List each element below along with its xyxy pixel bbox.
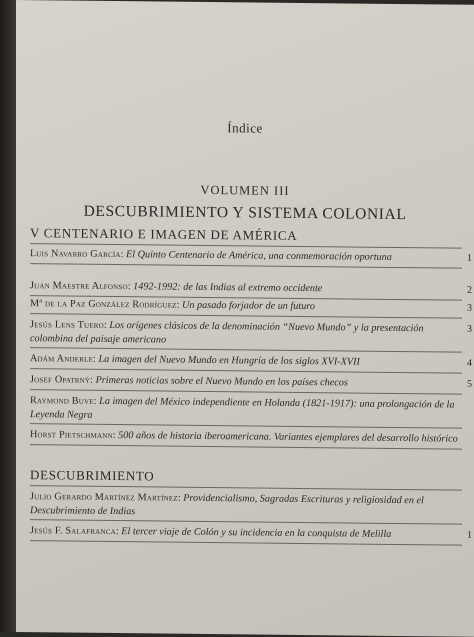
entry-author: Mª de la Paz González Rodríguez: [30, 298, 177, 311]
entry-author: Jesús Lens Tuero: [30, 319, 104, 331]
entry-author: Julio Gerardo Martínez Martínez: [30, 491, 178, 504]
entry-title: Providencialismo, Sagradas Escrituras y religiosidad en el Descubrimiento de Indias: [30, 492, 424, 517]
entry-page: 1: [467, 252, 472, 264]
book-page: [16, 0, 474, 637]
entry-title: El Quinto Centenario de América, una conmemoración oportuna: [126, 249, 392, 263]
entry-author: Horst Pietschmann: [30, 429, 113, 442]
toc-entry: Julio Gerardo Martínez Martínez: Providencialismo, Sagradas Escrituras y religiosidad en el Descubrimiento de Indias: [30, 490, 462, 525]
volume-label: VOLUMEN III: [200, 182, 290, 198]
toc-entry: Josef Opatrný: Primeras noticias sobre el Nuevo Mundo en los países checos 5: [30, 373, 462, 394]
entry-title: La imagen del México independiente en Holanda (1821-1917): una prolongación de la Leyenda Negra: [30, 395, 455, 421]
entry-page: 3: [467, 323, 472, 335]
toc-entry: Jesús Lens Tuero: Los orígenes clásicos de la denominación “Nuevo Mundo” y la presentación colombina del paisaje americano 3: [30, 318, 462, 353]
toc-entry: Jesús F. Salafranca: El tercer viaje de Colón y su incidencia en la conquista de Melilla 1: [30, 524, 462, 545]
toc-entry: Mª de la Paz González Rodríguez: Un pasado forjador de un futuro 3: [30, 297, 462, 318]
toc-entry: Adám Anderle: La imagen del Nuevo Mundo en Hungría de los siglos XVI-XVII 4: [30, 352, 462, 373]
entry-author: Raymond Buve: [30, 395, 94, 407]
section-title-centenario: V CENTENARIO E IMAGEN DE AMÉRICA: [30, 225, 298, 243]
entry-author: Luis Navarro García: [30, 248, 121, 261]
entry-title: Un pasado forjador de un futuro: [182, 299, 315, 313]
entry-page: 3: [467, 302, 472, 314]
entry-title: Los orígenes clásicos de la denominación “Nuevo Mundo” y la presentación colombina del paisaje americano: [30, 319, 424, 346]
entry-author: Jesús F. Salafranca: [30, 525, 116, 538]
toc-entry: Horst Pietschmann: 500 años de historia iberoamericana. Variantes ejemplares del desarrollo histórico: [30, 428, 462, 449]
entry-author: Adám Anderle: [30, 353, 94, 365]
entry-title: Primeras noticias sobre el Nuevo Mundo en los países checos: [95, 374, 348, 389]
entry-page: 5: [467, 378, 472, 390]
toc-entry: Juan Maestre Alfonso: 1492-1992: de las Indias al extremo occidente 2: [30, 279, 462, 300]
volume-title: DESCUBRIMIENTO Y SISTEMA COLONIAL: [83, 202, 407, 224]
entry-author: Juan Maestre Alfonso: [30, 280, 128, 293]
entry-author: Josef Opatrný: [30, 374, 91, 386]
entry-title: 500 años de historia iberoamericana. Variantes ejemplares del desarrollo histórico: [118, 430, 458, 445]
toc-entry: Luis Navarro García: El Quinto Centenario de América, una conmemoración oportuna 1: [30, 247, 462, 268]
entry-page: 1: [467, 529, 472, 541]
section-title-descubrimiento: DESCUBRIMIENTO: [30, 467, 155, 484]
entry-page: 4: [467, 357, 472, 369]
entry-title: El tercer viaje de Colón y su incidencia en la conquista de Melilla: [121, 526, 392, 540]
entry-title: La imagen del Nuevo Mundo en Hungría de los siglos XVI-XVII: [98, 353, 360, 368]
entry-title: 1492-1992: de las Indias al extremo occidente: [133, 281, 323, 295]
page-heading: Índice: [227, 120, 263, 136]
entry-page: 2: [467, 284, 472, 296]
toc-entry: Raymond Buve: La imagen del México independiente en Holanda (1821-1917): una prolongación de la Leyenda Negra: [30, 394, 462, 429]
